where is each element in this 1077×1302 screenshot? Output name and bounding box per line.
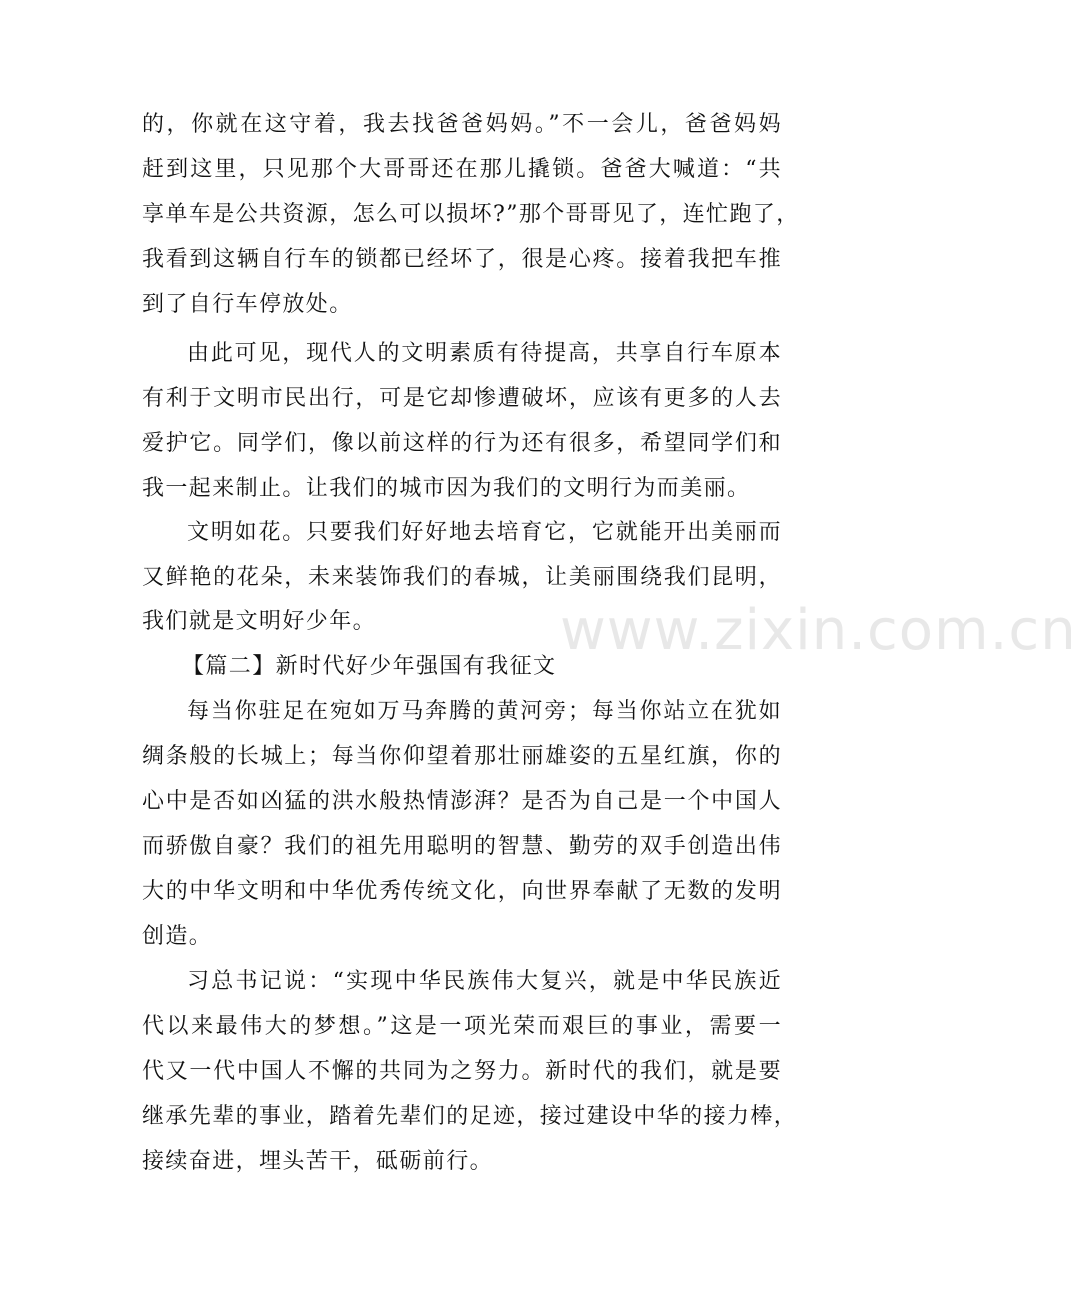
paragraph-4-line-2: 绸条般的长城上；每当你仰望着那壮丽雄姿的五星红旗，你的 <box>142 744 782 769</box>
paragraph-5-line-4: 继承先辈的事业，踏着先辈们的足迹，接过建设中华的接力棒， <box>142 1104 798 1129</box>
paragraph-3-line-3: 我们就是文明好少年。 <box>142 609 377 634</box>
paragraph-2-line-3: 爱护它。同学们，像以前这样的行为还有很多，希望同学们和 <box>142 431 782 456</box>
paragraph-1-line-4: 我看到这辆自行车的锁都已经坏了，很是心疼。接着我把车推 <box>142 247 782 272</box>
paragraph-1-line-5: 到了自行车停放处。 <box>142 292 353 317</box>
section-heading: 【篇二】新时代好少年强国有我征文 <box>182 654 557 679</box>
paragraph-5-line-2: 代以来最伟大的梦想。”这是一项光荣而艰巨的事业，需要一 <box>142 1014 782 1039</box>
paragraph-2-line-4: 我一起来制止。让我们的城市因为我们的文明行为而美丽。 <box>142 476 751 501</box>
paragraph-1-line-3: 享单车是公共资源，怎么可以损坏?”那个哥哥见了，连忙跑了， <box>142 202 800 227</box>
paragraph-3-line-2: 又鲜艳的花朵，未来装饰我们的春城，让美丽围绕我们昆明， <box>142 565 782 590</box>
paragraph-2-line-1: 由此可见，现代人的文明素质有待提高，共享自行车原本 <box>187 341 782 366</box>
paragraph-2-line-2: 有利于文明市民出行，可是它却惨遭破坏，应该有更多的人去 <box>142 386 782 411</box>
paragraph-4-line-3: 心中是否如凶猛的洪水般热情澎湃？是否为自己是一个中国人 <box>142 789 782 814</box>
paragraph-4-line-1: 每当你驻足在宛如万马奔腾的黄河旁；每当你站立在犹如 <box>187 699 782 724</box>
paragraph-5-line-3: 代又一代中国人不懈的共同为之努力。新时代的我们，就是要 <box>142 1059 782 1084</box>
paragraph-4-line-6: 创造。 <box>142 924 213 949</box>
paragraph-1-line-1: 的，你就在这守着，我去找爸爸妈妈。”不一会儿，爸爸妈妈 <box>142 112 782 137</box>
paragraph-4-line-4: 而骄傲自豪？我们的祖先用聪明的智慧、勤劳的双手创造出伟 <box>142 834 782 859</box>
paragraph-5-line-5: 接续奋进，埋头苦干，砥砺前行。 <box>142 1149 494 1174</box>
paragraph-4-line-5: 大的中华文明和中华优秀传统文化，向世界奉献了无数的发明 <box>142 879 782 904</box>
paragraph-1-line-2: 赶到这里，只见那个大哥哥还在那儿撬锁。爸爸大喊道：“共 <box>142 157 782 182</box>
paragraph-5-line-1: 习总书记说：“实现中华民族伟大复兴，就是中华民族近 <box>187 969 782 994</box>
watermark: www.zixin.com.cn <box>560 598 1077 663</box>
paragraph-3-line-1: 文明如花。只要我们好好地去培育它，它就能开出美丽而 <box>187 520 782 545</box>
